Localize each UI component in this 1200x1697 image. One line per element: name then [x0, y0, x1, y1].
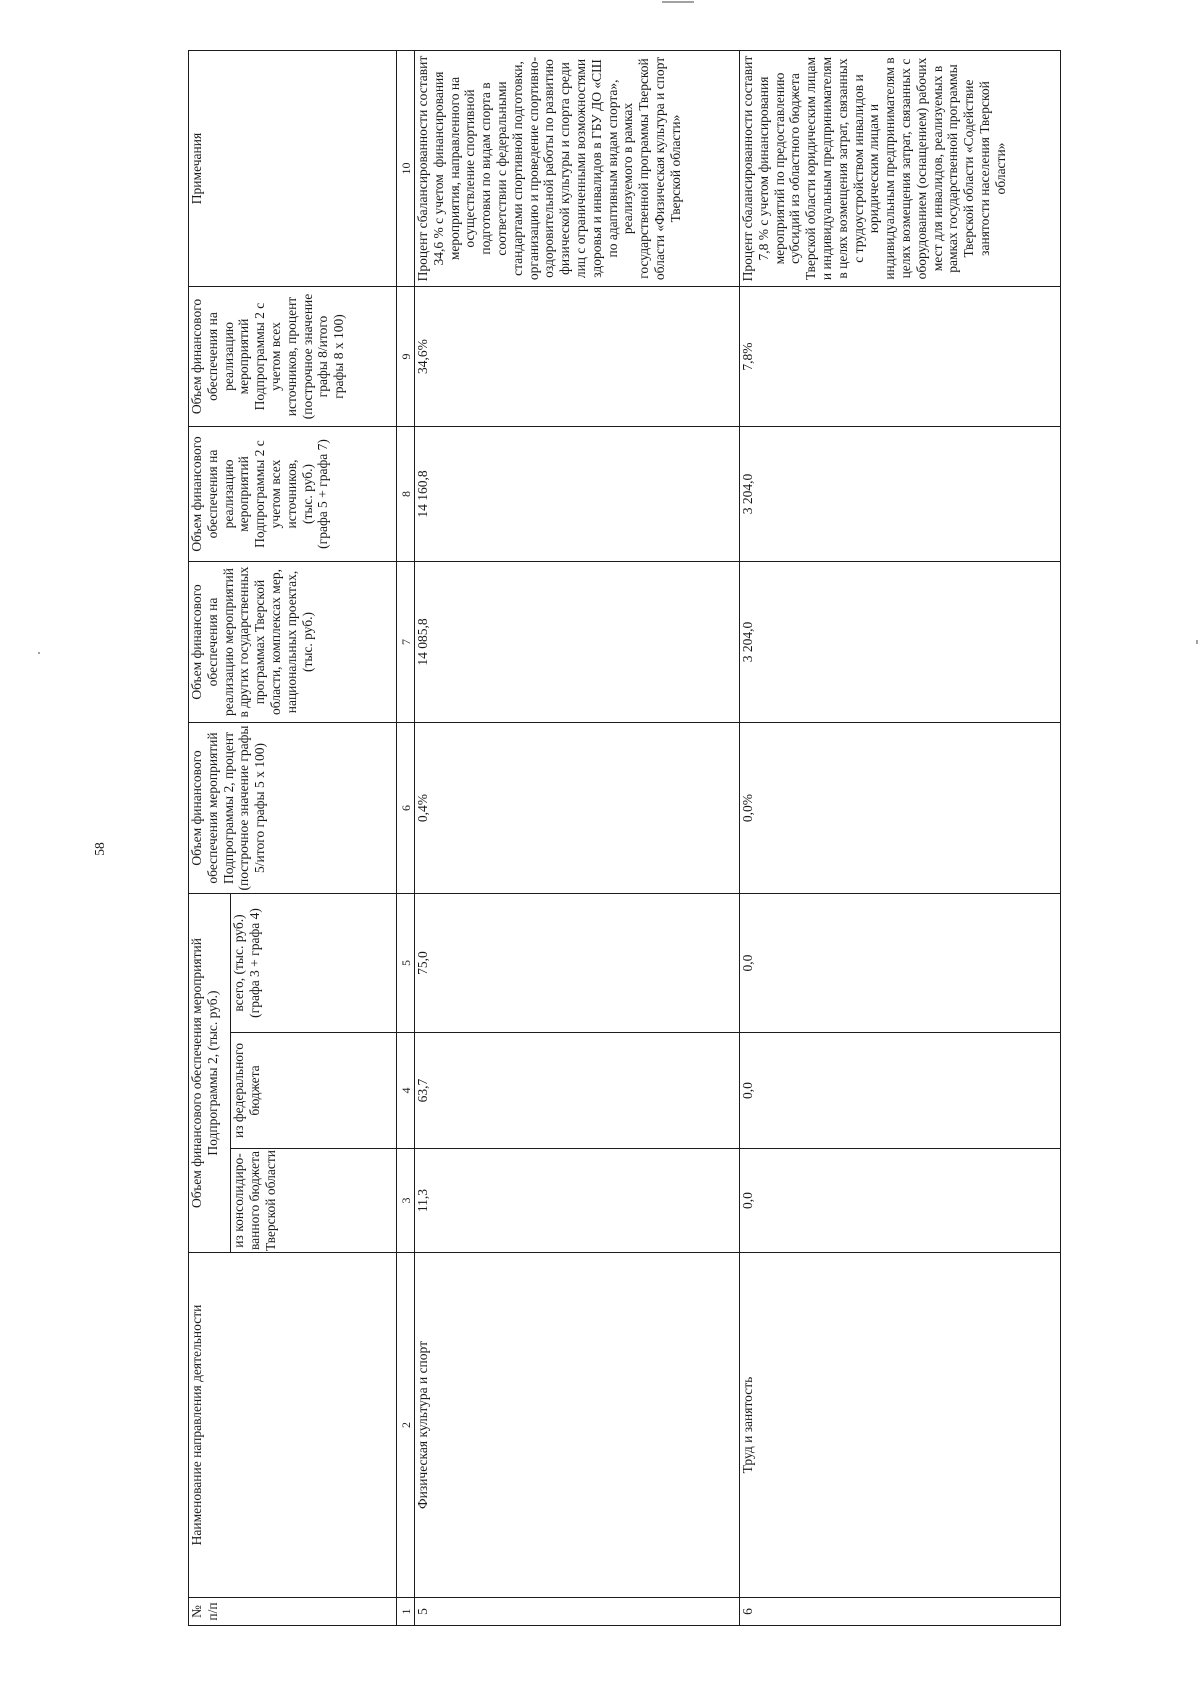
row-total-percent-cell: 0,4% [415, 723, 740, 894]
rotated-table-container [188, 51, 1060, 1626]
header-row [189, 51, 231, 1626]
row-all-sources-percent-cell: 7,8% [740, 287, 1061, 427]
page-number: 58 [92, 842, 107, 856]
row-regional-budget-cell: 0,0 [740, 1149, 1061, 1253]
column-number: 1 [397, 1598, 415, 1626]
column-number: 8 [397, 427, 415, 562]
column-number-row [397, 51, 415, 1626]
column-number: 5 [397, 894, 415, 1033]
header-name-cell: Наименование направления деятельности [189, 1253, 397, 1598]
row-all-sources-cell: 14 160,8 [415, 427, 740, 562]
header-all-sources-cell: Объем финансового обеспечения на реализацию мероприятий Подпрограммы 2 с учетом всех источников, (тыс. руб.) (графа 5 + графа 7) [189, 427, 397, 562]
row-num-cell: 5 [415, 1598, 740, 1626]
header-total-percent-cell: Объем финансового обеспечения мероприятий Подпрограммы 2, процент (построчное значение графы 5/итого графы 5 х 100) [189, 723, 397, 894]
header-financing-group-cell: Объем финансового обеспечения мероприятий Подпрограммы 2, (тыс. руб.) [189, 894, 231, 1253]
header-all-sources-percent-cell: Объем финансового обеспечения на реализацию мероприятий Подпрограммы 2 с учетом всех источников, процент (построчное значение графы 8/итого графы 8 х 100) [189, 287, 397, 427]
scan-mark-top [662, 1, 694, 3]
row-federal-budget-cell: 0,0 [740, 1033, 1061, 1149]
row-note-cell: Процент сбалансированности составит 34,6 % с учетом финансирования мероприятия, направленного на осуществление спортивной подготовки по видам спорта в соответствии с федеральными стандартами спортивной подготовки, организацию и проведение спортивно- оздоровительной работы по развитию физической культуры и спорта среди лиц с ограниченными возможностями здоровья и инвалидов в ГБУ ДО «СШ по адаптивным видам спорта», реализуемого в рамках государственной программы Тверской области «Физическая культура и спорт Тверской области» [415, 51, 740, 287]
scan-mark-right [1196, 640, 1198, 644]
table-row [415, 51, 740, 1626]
row-total-cell: 0,0 [740, 894, 1061, 1033]
row-all-sources-cell: 3 204,0 [740, 427, 1061, 562]
row-other-programs-cell: 3 204,0 [740, 562, 1061, 723]
row-total-percent-cell: 0,0% [740, 723, 1061, 894]
row-federal-budget-cell: 63,7 [415, 1033, 740, 1149]
header-regional-budget-cell: из консолидиро- ванного бюджета Тверской области [231, 1149, 397, 1253]
header-federal-budget-cell: из федерального бюджета [231, 1033, 397, 1149]
column-number: 4 [397, 1033, 415, 1149]
row-all-sources-percent-cell: 34,6% [415, 287, 740, 427]
row-total-cell: 75,0 [415, 894, 740, 1033]
header-total-cell: всего, (тыс. руб.) (графа 3 + графа 4) [231, 894, 397, 1033]
row-num-cell: 6 [740, 1598, 1061, 1626]
header-other-programs-cell: Объем финансового обеспечения на реализацию мероприятий в других государственных программах Тверской области, комплексах мер, национальных проектах, (тыс. руб.) [189, 562, 397, 723]
header-notes-cell: Примечания [189, 51, 397, 287]
row-other-programs-cell: 14 085,8 [415, 562, 740, 723]
header-num-cell: № п/п [189, 1598, 397, 1626]
row-note-cell: Процент сбалансированности составит 7,8 % с учетом финансирования мероприятий по предоставлению субсидий из областного бюджета Тверской области юридическим лицам и индивидуальным предпринимателям в целях возмещения затрат, связанных с трудоустройством инвалидов и юридическим лицам и индивидуальным предпринимателям в целях возмещения затрат, связанных с оборудованием (оснащением) рабочих мест для инвалидов, реализуемых в рамках государственной программы Тверской области «Содействие занятости населения Тверской области» [740, 51, 1061, 287]
financing-table [188, 50, 1061, 1626]
column-number: 10 [397, 51, 415, 287]
column-number: 7 [397, 562, 415, 723]
scan-mark-left [38, 652, 40, 654]
table-row [740, 51, 1061, 1626]
column-number: 6 [397, 723, 415, 894]
row-name-cell: Труд и занятость [740, 1253, 1061, 1598]
column-number: 2 [397, 1253, 415, 1598]
row-regional-budget-cell: 11,3 [415, 1149, 740, 1253]
column-number: 9 [397, 287, 415, 427]
column-number: 3 [397, 1149, 415, 1253]
row-name-cell: Физическая культура и спорт [415, 1253, 740, 1598]
